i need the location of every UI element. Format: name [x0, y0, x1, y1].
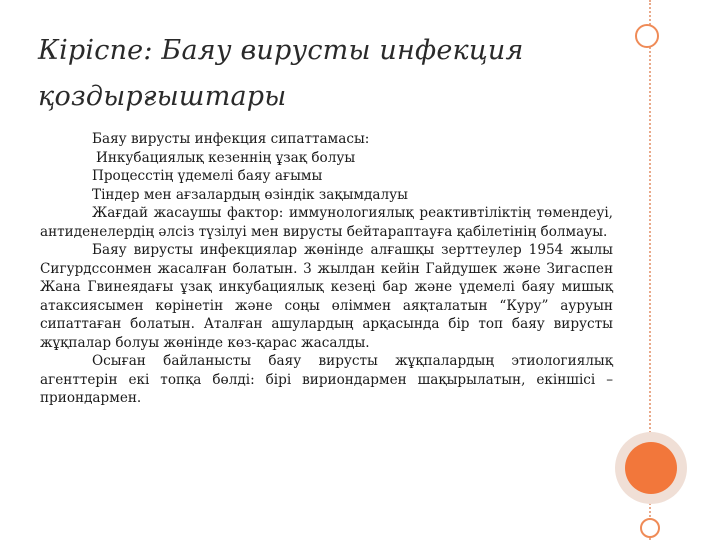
- decorative-circle-top: [635, 24, 659, 48]
- paragraph-progression: Процесстің үдемелі баяу ағымы: [92, 168, 323, 184]
- paragraph-tissue-damage: Тіндер мен ағзалардың өзіндік зақымдалуы: [92, 186, 408, 203]
- paragraph-classification: Осыған байланысты баяу вирусты жұқпалардың этиологиялық агенттерін екі топқа бөлді: бірі вириондармен шақырылатын, екіншісі – приондармен.: [40, 353, 613, 406]
- decorative-circle-bottom: [640, 518, 660, 538]
- slide-title-line-2: қоздырғыштары: [38, 81, 287, 112]
- slide-title: [38, 28, 628, 120]
- paragraph-history: Баяу вирусты инфекциялар жөнінде алғашқы зерттеулер 1954 жылы Сигурдссонмен жасалған болатын. 3 жылдан кейін Гайдушек және Зигаспен Жана Гвинеядағы ұзақ инкубациялық кезеңі бар және үдемелі баяу мишық атаксиясымен көрінетін және соңы өліммен аяқталатын “Куру” ауруын сипаттаған болатын. Аталған ашулардың арқасында бір топ баяу вирусты жұқпалар болуы жөнінде көз-қарас жасалды.: [40, 242, 613, 351]
- decorative-circle-large-fill: [625, 442, 677, 494]
- paragraph-definition-heading: Баяу вирусты инфекция сипаттамасы:: [92, 131, 370, 147]
- paragraph-contributing-factor: Жағдай жасаушы фактор: иммунологиялық реактивтіліктің төмендеуі, антиденелердің әлсіз түзілуі мен вирусты бейтараптауға қабілетінің болмауы.: [40, 205, 613, 240]
- slide-body: [40, 130, 613, 408]
- slide-title-line-1: Кіріспе: Баяу вирусты инфекция: [38, 35, 524, 66]
- paragraph-incubation: Инкубациялық кезеннің ұзақ болуы: [96, 149, 356, 166]
